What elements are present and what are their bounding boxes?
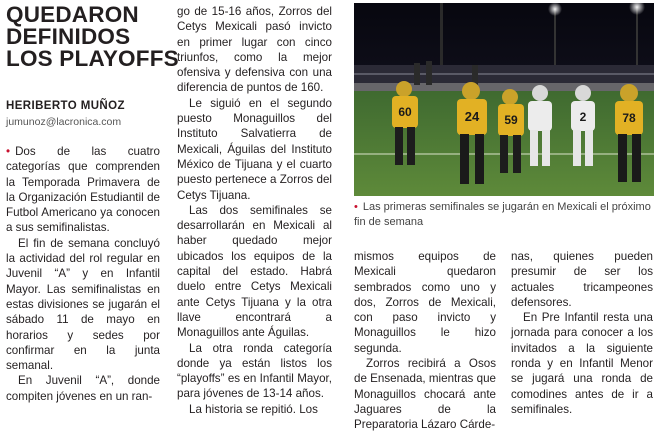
paragraph: La historia se repitió. Los — [189, 402, 318, 416]
svg-text:60: 60 — [398, 105, 412, 119]
bullet-icon: • — [6, 145, 11, 158]
byline-email[interactable]: jumunoz@lacronica.com — [6, 116, 122, 128]
paragraph: El fin de semana concluyó la actividad del rol regular en Juvenil “A” y en Infantil Mayor. Las semifinalistas en estas divisiones se jugarán el sábado 11 de mayo en horarios y sedes por confirmar en la junta semanal. — [6, 236, 160, 373]
headline-line-1: QUEDARON — [6, 2, 139, 27]
paragraph: nas, quienes pueden presumir de ser los actuales tricampeones defensores. — [511, 250, 653, 309]
photo-caption: • Las primeras semifinales se jugarán en Mexicali el próximo fin de semana — [354, 201, 651, 228]
article-column-3 — [354, 249, 496, 433]
paragraph: go de 15-16 años, Zorros del Cetys Mexicali pasó invicto en primer lugar con cinco triunfos, como la mejor ofensiva y defensiva con una diferencia de puntos de 160. — [177, 5, 332, 95]
football-players-image — [354, 3, 654, 196]
svg-text:59: 59 — [504, 113, 518, 127]
paragraph: En Juvenil “A”, donde compiten jóvenes en un ran- — [6, 374, 160, 403]
game-photo — [354, 3, 654, 196]
paragraph: Las dos semifinales se desarrollarán en Mexicali al haber quedado mejor ubicados los equipos de la capital del estado. Habrá duelo entre Cetys Mexicali ante Cetys Tijuana y la otra llave encontrará a Monaguillos ante Águilas. — [177, 203, 332, 340]
svg-text:78: 78 — [622, 111, 636, 125]
column-1-text — [6, 144, 160, 404]
article-column-1 — [6, 2, 179, 404]
byline-author: HERIBERTO MUÑOZ — [6, 100, 125, 112]
paragraph: La otra ronda categoría donde ya están listos los “playoffs” es en Infantil Mayor, para jóvenes de 13-14 años. — [177, 341, 332, 401]
paragraph: Zorros recibirá a Osos de Ensenada, mientras que Monaguillos chocará ante Jaguares de la Preparatoria Lázaro Cárde- — [354, 357, 496, 432]
paragraph: • Dos de las cuatro categorías que comprenden la Temporada Primavera de la Organización Estudiantil de Futbol Americano ya conocen a sus semifinalistas. — [6, 145, 160, 235]
headline-line-3: LOS PLAYOFFS — [6, 46, 179, 71]
bullet-icon: • — [354, 201, 358, 213]
paragraph: mismos equipos de Mexicali quedaron sembrados como uno y dos, Zorros de Mexicali, con paso invicto y Monaguillos le hizo segunda. — [354, 250, 496, 355]
article-column-4 — [511, 249, 653, 417]
headline-line-2: DEFINIDOS — [6, 24, 131, 49]
headline — [6, 2, 179, 71]
svg-text:2: 2 — [579, 110, 587, 124]
svg-text:24: 24 — [464, 109, 480, 124]
paragraph: En Pre Infantil resta una jornada para conocer a los invitados a la siguiente ronda y en Infantil Menor se jugará una ronda de comodines antes de ir a semifinales. — [511, 311, 653, 416]
article-column-2 — [177, 4, 332, 417]
paragraph: Le siguió en el segundo puesto Monaguillos del Instituto Salvatierra de Mexicali, Águilas del Instituto México de Tijuana y el cuarto puesto pertenece a Zorros del Cetys Tijuana. — [177, 96, 332, 202]
